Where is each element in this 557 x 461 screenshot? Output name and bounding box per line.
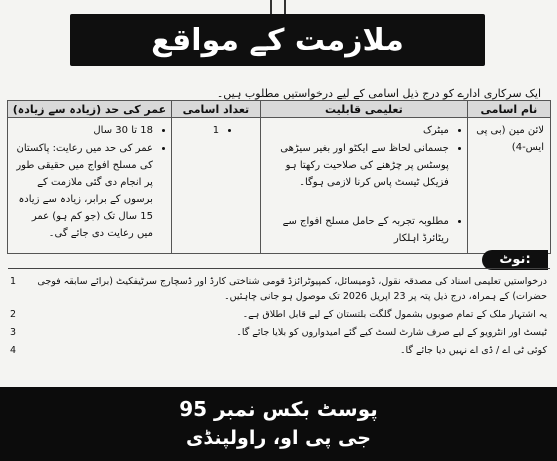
qualification-item: • میٹرک [267, 122, 449, 139]
city-address: جی پی او، راولپنڈی [186, 427, 371, 449]
cell-qualification [260, 118, 467, 254]
post-box: پوسٹ بکس نمبر 95 [179, 397, 378, 421]
top-connector [270, 0, 286, 14]
header-post: نام اسامی [467, 101, 550, 118]
page-title: ملازمت کے مواقع [151, 22, 404, 58]
age-list [14, 122, 165, 242]
note-text: یہ اشتہار ملک کے تمام صوبوں بشمول گلگت بلتستان کے لیے قابل اطلاق ہے۔ [242, 309, 547, 320]
notes-list [10, 274, 547, 361]
cell-count [171, 118, 260, 254]
header-count: تعداد اسامی [171, 101, 260, 118]
count-value: • 1 [213, 122, 219, 139]
qualification-list [267, 122, 461, 247]
note-text: درخواستیں تعلیمی اسناد کی مصدقہ نقول، ڈومیسائل، کمپیوٹرائزڈ قومی شناختی کارڈ اور ڈسچارج سرٹیفکیٹ (برائے سابقہ فوجی حضرات) کے ہمراہ، درج ذیل پتہ پر 23 اپریل 2026 تک موصول ہو جانی چاہئیں۔ [37, 276, 547, 302]
header-banner [70, 14, 485, 66]
qualification-item: • مطلوبہ تجربہ کے حامل مسلح افواج سے ریٹائرڈ اہلکار [267, 213, 449, 247]
header-qualification: تعلیمی قابلیت [260, 101, 467, 118]
cell-age [8, 118, 172, 254]
note-number: 1 [10, 276, 17, 287]
note-item [10, 325, 547, 340]
note-item [10, 274, 547, 304]
note-text: کوئی ٹی اے / ڈی اے نہیں دیا جائے گا۔ [399, 345, 547, 356]
footer-address [0, 387, 557, 461]
cell-post: لائن مین (بی پی ایس-4) [467, 118, 550, 254]
vacancy-table [7, 100, 551, 254]
notes-label: نوٹ: [482, 250, 548, 270]
notes-divider [8, 268, 550, 269]
note-number: 2 [10, 309, 17, 320]
note-number: 3 [10, 327, 17, 338]
age-range: • 18 تا 30 سال [14, 122, 153, 139]
table-row [8, 118, 551, 254]
note-item [10, 343, 547, 358]
table-header-row [8, 101, 551, 118]
age-relaxation: • عمر کی حد میں رعایت: پاکستان کی مسلح افواج میں حقیقی طور پر انجام دی گئی ملازمت کے برسوں کے برابر، زیادہ سے زیادہ 15 سال تک (جو کم ہو) عمر میں رعایت دی جائے گی۔ [14, 140, 153, 242]
note-item [10, 307, 547, 322]
header-age: عمر کی حد (زیادہ سے زیادہ) [8, 101, 172, 118]
intro-text: ایک سرکاری ادارے کو درج ذیل اسامی کے لیے درخواستیں مطلوب ہیں۔ [216, 87, 541, 100]
note-number: 4 [10, 345, 17, 356]
qualification-item: • جسمانی لحاظ سے ایکٹو اور بغیر سیڑھی پوسٹس پر چڑھنے کی صلاحیت رکھتا ہو فزیکل ٹیسٹ پاس کرنا لازمی ہوگا۔ [267, 140, 449, 191]
note-text: ٹیسٹ اور انٹرویو کے لیے صرف شارٹ لسٹ کیے گئے امیدواروں کو بلایا جائے گا۔ [236, 327, 547, 338]
